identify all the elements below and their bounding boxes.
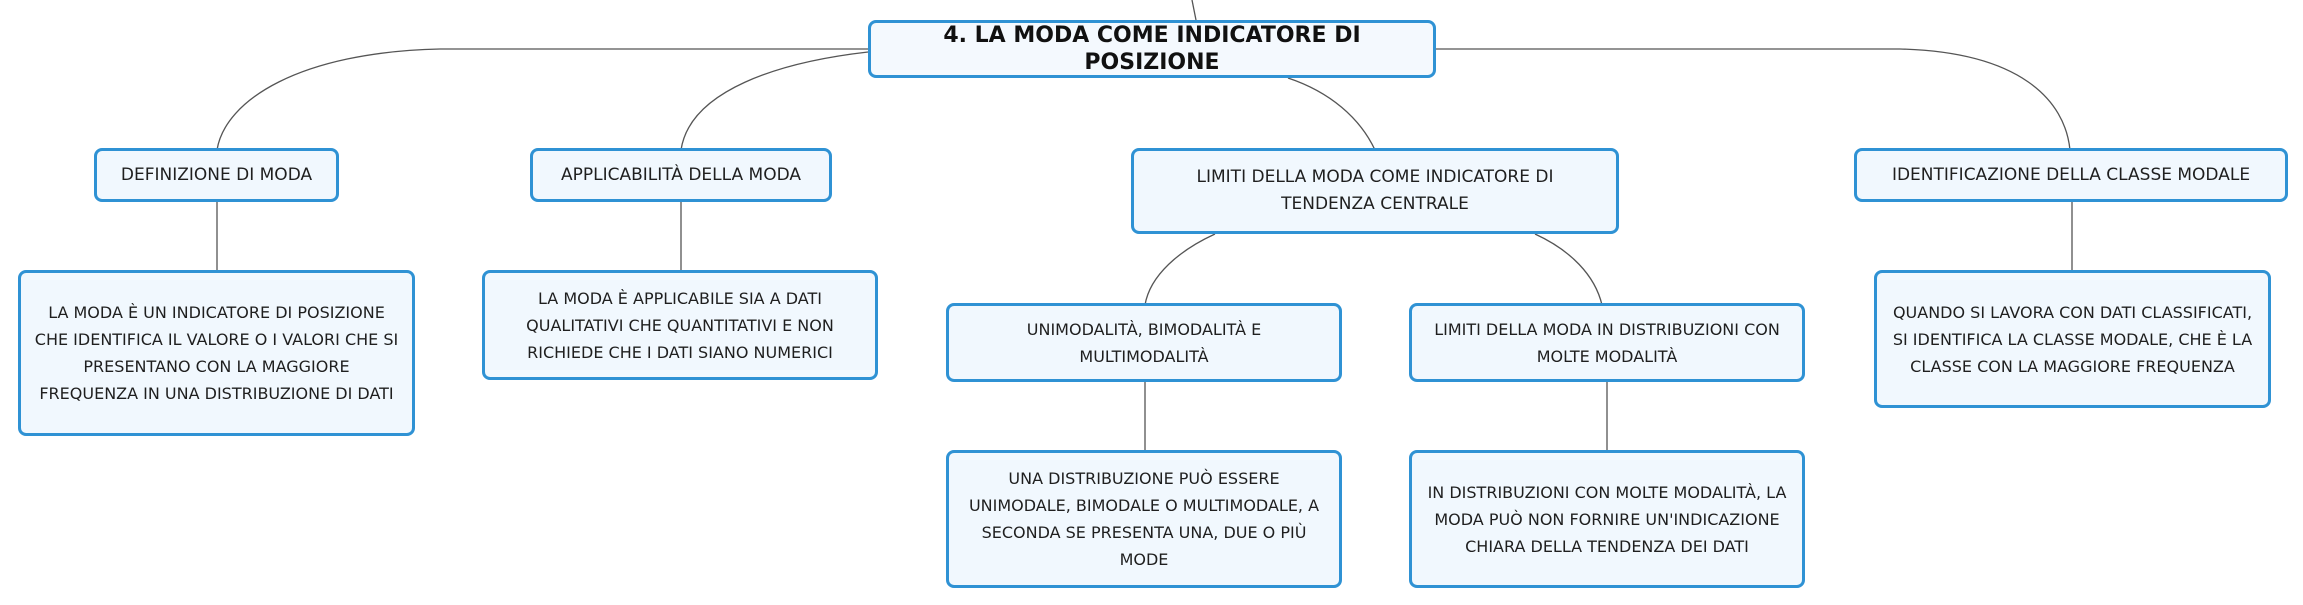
detail-limiti-molte-modalita[interactable]: IN DISTRIBUZIONI CON MOLTE MODALITÀ, LA MODA PUÒ NON FORNIRE UN'INDICAZIONE CHIARA DELLA TENDENZA DEI DATI bbox=[1409, 450, 1805, 588]
sub-limiti-molte-modalita[interactable]: LIMITI DELLA MODA IN DISTRIBUZIONI CON MOLTE MODALITÀ bbox=[1409, 303, 1805, 382]
detail-identificazione-classe-modale[interactable]: QUANDO SI LAVORA CON DATI CLASSIFICATI, SI IDENTIFICA LA CLASSE MODALE, CHE È LA CLASSE CON LA MAGGIORE FREQUENZA bbox=[1874, 270, 2271, 408]
connector-parent-root bbox=[1192, 0, 1196, 20]
branch-identificazione-classe-modale[interactable]: IDENTIFICAZIONE DELLA CLASSE MODALE bbox=[1854, 148, 2288, 202]
connector-limiti-unimodalita bbox=[1145, 234, 1215, 305]
root-topic[interactable]: 4. LA MODA COME INDICATORE DI POSIZIONE bbox=[868, 20, 1436, 78]
sub-unimodalita-bimodalita[interactable]: UNIMODALITÀ, BIMODALITÀ E MULTIMODALITÀ bbox=[946, 303, 1342, 382]
connector-root-classe bbox=[1436, 49, 2070, 150]
connector-root-applicabilita bbox=[681, 52, 868, 150]
detail-unimodalita-bimodalita[interactable]: UNA DISTRIBUZIONE PUÒ ESSERE UNIMODALE, BIMODALE O MULTIMODALE, A SECONDA SE PRESENTA UNA, DUE O PIÙ MODE bbox=[946, 450, 1342, 588]
branch-definizione-di-moda[interactable]: DEFINIZIONE DI MODA bbox=[94, 148, 339, 202]
connector-root-definizione bbox=[217, 49, 868, 150]
detail-applicabilita-della-moda[interactable]: LA MODA È APPLICABILE SIA A DATI QUALITATIVI CHE QUANTITATIVI E NON RICHIEDE CHE I DATI SIANO NUMERICI bbox=[482, 270, 878, 380]
branch-applicabilita-della-moda[interactable]: APPLICABILITÀ DELLA MODA bbox=[530, 148, 832, 202]
branch-limiti-della-moda[interactable]: LIMITI DELLA MODA COME INDICATORE DI TENDENZA CENTRALE bbox=[1131, 148, 1619, 234]
detail-definizione-di-moda[interactable]: LA MODA È UN INDICATORE DI POSIZIONE CHE IDENTIFICA IL VALORE O I VALORI CHE SI PRESENTANO CON LA MAGGIORE FREQUENZA IN UNA DISTRIBUZIONE DI DATI bbox=[18, 270, 415, 436]
connector-root-limiti bbox=[1288, 78, 1375, 150]
connector-limiti-molte-modalita bbox=[1535, 234, 1602, 305]
